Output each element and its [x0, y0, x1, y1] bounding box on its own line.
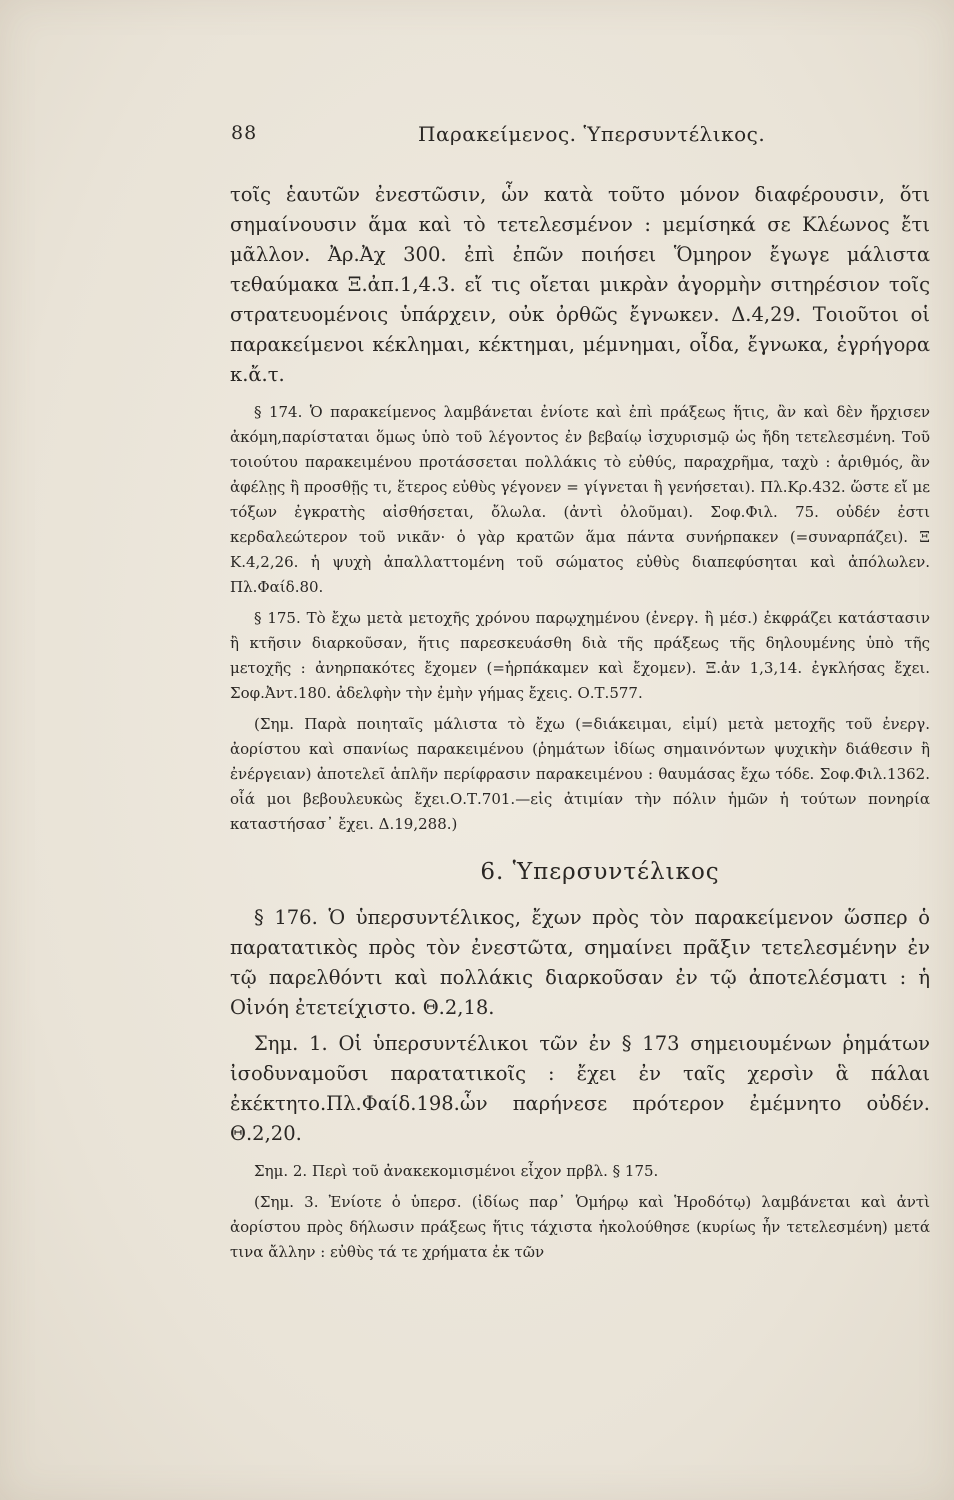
paragraph-175: § 175. Τὸ ἔχω μετὰ μετοχῆς χρόνου παρῳχημένου (ἐνεργ. ἢ μέσ.) ἐκφράζει κατάστασιν ἢ κτῆσιν διαρκοῦσαν, ἥτις παρεσκευάσθη διὰ τῆς πράξεως τῆς δηλουμένης ὑπὸ τῆς μετοχῆς : ἀνηρπακότες ἔχομεν (=ἡρπάκαμεν καὶ ἔχομεν). Ξ.ἀν 1,3,14. ἐγκλήσας ἔχει. Σοφ.Ἀντ.180. ἀδελφὴν τὴν ἐμὴν γήμας ἔχεις. Ο.Τ.577.: [230, 609, 930, 702]
page-header: [0, 118, 954, 148]
paragraph-174: § 174. Ὁ παρακείμενος λαμβάνεται ἐνίοτε καὶ ἐπὶ πράξεως ἥτις, ἂν καὶ δὲν ἤρχισεν ἀκόμη,παρίσταται ὅμως ὑπὸ τοῦ λέγοντος ἐν βεβαίῳ ἰσχυρισμῷ ὡς ἤδη τετελεσμένη. Τοῦ τοιούτου παρακειμένου προτάσσεται πολλάκις τὸ εὐθύς, παραχρῆμα, ταχὺ : ἀριθμός, ἂν ἀφέλῃς ἢ προσθῇς τι, ἕτερος εὐθὺς γέγονεν = γίγνεται ἢ γενήσεται). Πλ.Κρ.432. ὥστε εἴ με τόξων ἐγκρατὴς αἰσθήσεται, ὄλωλα. (ἀντὶ ὀλοῦμαι). Σοφ.Φιλ. 75. οὐδέν ἐστι κερδαλεώτερον τοῦ νικᾶν· ὁ γὰρ κρατῶν ἅμα πάντα συνήρπακεν (=συναρπάζει). Ξ Κ.4,2,26. ἡ ψυχὴ ἀπαλλαττομένη τοῦ σώματος εὐθὺς διαπεφύσηται καὶ ἀπόλωλεν. Πλ.Φαίδ.80.: [230, 403, 930, 596]
paragraph-note-2: Σημ. 2. Περὶ τοῦ ἀνακεκομισμένοι εἶχον πρβλ. § 175.: [254, 1162, 659, 1180]
paragraph-note-3: (Σημ. 3. Ἐνίοτε ὁ ὑπερσ. (ἰδίως παρ᾽ Ὁμήρῳ καὶ Ἡροδότῳ) λαμβάνεται καὶ ἀντὶ ἀορίστου πρὸς δήλωσιν πράξεως ἥτις τάχιστα ἠκολούθησε (κυρίως ἦν τετελεσμένη) μετά τινα ἄλλην : εὐθὺς τά τε χρήματα ἐκ τῶν: [230, 1193, 930, 1261]
paragraph-note-1: Σημ. 1. Οἱ ὑπερσυντέλικοι τῶν ἐν § 173 σημειουμένων ῥημάτων ἰσοδυναμοῦσι παρατατικοῖς : ἔχει ἐν ταῖς χερσὶν ἃ πάλαι ἐκέκτητο.Πλ.Φαίδ.198.ὧν παρήνεσε πρότερον ἐμέμνητο οὐδέν. Θ.2,20.: [230, 1032, 930, 1145]
page-number: 88: [231, 122, 258, 144]
paragraph-176: § 176. Ὁ ὑπερσυντέλικος, ἔχων πρὸς τὸν παρακείμενον ὥσπερ ὁ παρατατικὸς πρὸς τὸν ἐνεστῶτα, σημαίνει πρᾶξιν τετελεσμένην ἐν τῷ παρελθόντι καὶ πολλάκις διαρκοῦσαν ἐν τῷ ἀποτελέσματι : ἡ Οἰνόη ἐτετείχιστο. Θ.2,18.: [230, 906, 930, 1019]
main-text: [230, 180, 930, 1320]
paragraph-continuation: τοῖς ἑαυτῶν ἐνεστῶσιν, ὧν κατὰ τοῦτο μόνον διαφέρουσιν, ὅτι σημαίνουσιν ἅμα καὶ τὸ τετελεσμένον : μεμίσηκά σε Κλέωνος ἔτι μᾶλλον. Ἀρ.Ἀχ 300. ἐπὶ ἐπῶν ποιήσει Ὅμηρον ἔγωγε μάλιστα τεθαύμακα Ξ.ἀπ.1,4.3. εἴ τις οἴεται μικρὰν ἀγορμὴν σιτηρέσιον τοῖς στρατευομένοις ὑπάρχειν, οὐκ ὀρθῶς ἔγνωκεν. Δ.4,29. Τοιοῦτοι οἱ παρακείμενοι κέκλημαι, κέκτημαι, μέμνημαι, οἶδα, ἔγνωκα, ἐγρήγορα κ.ἄ.τ.: [230, 183, 930, 386]
running-head: Παρακείμενος. Ὑπερσυντέλικος.: [418, 122, 766, 146]
paragraph-175-note: (Σημ. Παρὰ ποιηταῖς μάλιστα τὸ ἔχω (=διάκειμαι, εἰμί) μετὰ μετοχῆς τοῦ ἐνεργ. ἀορίστου καὶ σπανίως παρακειμένου (ῥημάτων ἰδίως σημαινόντων ψυχικὴν διάθεσιν ἢ ἐνέργειαν) ἀποτελεῖ ἁπλῆν περίφρασιν παρακειμένου : θαυμάσας ἔχω τόδε. Σοφ.Φιλ.1362. οἷά μοι βεβουλευκὼς ἔχει.Ο.Τ.701.—εἰς ἀτιμίαν τὴν πόλιν ἡμῶν ἡ τούτων πονηρία καταστήσασ᾽ ἔχει. Δ.19,288.): [230, 715, 930, 833]
section-title: 6. Ὑπερσυντέλικος: [480, 859, 720, 885]
